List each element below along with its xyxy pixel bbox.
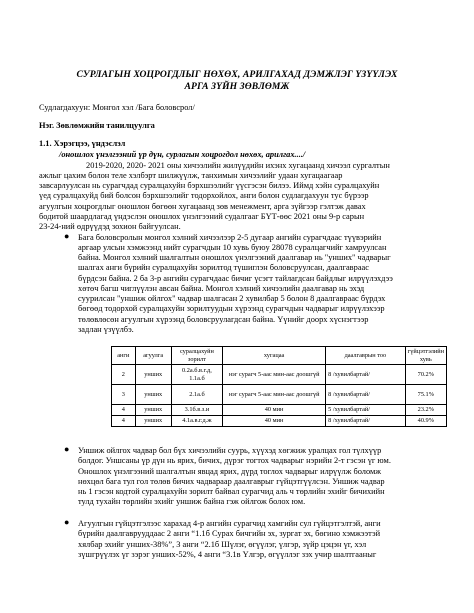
bullet1-line: шалгах анги бүрийн суралцахуйн зорилтод түшиглэн боловсруулсан, даалгавраас [78,263,369,272]
table-cell: унших [135,405,171,416]
document-title-line-1: СУРЛАГЫН ХОЦРОГДЛЫГ НӨХӨХ, АРИЛГАХАД ДЭМЖЛЭГ ҮЗҮҮЛЭХ [76,69,398,80]
bullet3-line: бүрийн даалгаврууддаас 2 анги “1.1б Сурах бичгийн эх, зургат эх, бөгино хэмжээтэй [78,529,381,538]
intro-line: үед суралцахуйд бий болсон бэрхшээлийг тодорхойлох, анги болон судлагдахуун тус бүрээр [39,191,369,200]
table-cell: 3.1б.в.з.и [171,405,222,416]
table-cell: 4 [112,405,136,416]
table-row [112,405,447,416]
section-heading: Нэг. Зөвлөмжийн танилцуулга [39,121,155,130]
table-header-cell: хугацаа [223,347,326,365]
bullet2-line: нь 1 гэсэн кодтой суралцахуйн зорилт байвал сурагчид аль ч төрлийн эхийг бичихийн [78,487,385,496]
table-cell: унших [135,385,171,405]
table-cell: 5 /хувилбартай/ [326,405,405,416]
table-cell: 8 /хувилбартай/ [326,416,405,427]
bullet2-line: Уншиж ойлгох чадвар бол бүх хичээлийн суурь, хүүхэд хөгжиж уралцах гол түлхүүр [78,446,382,455]
table-cell: 4 [112,416,136,427]
bullet1-line: хөтөч багш чиглүүлэн авсан байна. Монгол хэлний хичээлийн даалгавар нь эхэд [78,284,365,293]
table-cell: 40 мин [223,405,326,416]
table-cell: 4.1а.в.г.д.ж [171,416,222,427]
table-header-cell: агуулга [135,347,171,365]
bullet1-line: аргаар улсын хэмжээнд нийт сурагчдын 10 хувь буюу 28078 суралцагчийг хамруулсан [78,243,387,252]
bullet1-line: Бага боловсролын монгол хэлний хичээлээр 2-5 дугаар ангийн сурагчдаас түүвэрийн [78,233,382,242]
results-table [111,346,447,427]
bullet1-line: суурилсан "уншиж ойлгох" чадвар шалгасан 2 хувилбар 5 болон 8 даалгавраас бүрдэх [78,294,386,303]
bullet3-line: хялбар эхийг унших-38%”, 3 анги “2.1б Шүлэг, өгүүлэг, үлгэр, зүйр цэцэн үг, хэл [78,540,367,549]
table-cell: нэг сурагч 5-аас мин-аас доошгүй [223,365,326,385]
table-header-cell: суралцахуйн зорилт [171,347,222,365]
document-title-line-2: АРГА ЗҮЙН ЗӨВЛӨМЖ [184,81,290,92]
intro-line: ажлыг цахим болон теле хэлбэрт шилжүүлж, танхимын хичээлийг удаан хугацаагаар [39,171,343,180]
table-header-cell: даалгаврын тоо [326,347,405,365]
bullet2-line: болдог. Уншсаны үр дүн нь ярих, бичих, дүрэг тогтох чадварыг нэрийн 2-т гэсэн үг юм. [78,456,391,465]
table-cell: 70.2% [405,365,446,385]
table-row [112,385,447,405]
bullet2-line: нөхцөл бага тул гол төлөв бичих чадвараар даалгаврыг гүйцэтгүүлсэн. Уншиж чадвар [78,477,385,486]
intro-line: 23-24-ний өдрүүдэд зохион байгуулсан. [39,222,181,231]
intro-line: бодитой шаардлагад үндэслэн оношлох үнэлгээний судалгааг БҮТ-өөс 2021 оны 9-р сарын [39,212,365,221]
table-row [112,365,447,385]
bullet3-line: зүшгрүүлэх үг зэрэг унших-52%, 4 анги “3.1в Үлгэр, өгүүллэг зэх учир шалтгааныг [78,550,377,559]
table-cell: 75.1% [405,385,446,405]
bullet1-line: бөгөөд тодорхой суралцахуйн зорилтуудын хүрээнд сурагчдын чадварыг илрүүлэхээр [78,304,385,313]
table-cell: унших [135,365,171,385]
intro-line: агуулгын хоцрогдлыг оношлон бөгөөн хугацаанд зөв менежмент, арга зүйгээр гэлтэж давах [39,202,366,211]
table-cell: 8 /хувилбартай/ [326,385,405,405]
table-cell: 0.2а.б.в.г.д, 1.1а.б [171,365,222,385]
bullet3-line: Агуулгын гүйцэтгэлээс харахад 4-р ангийн сурагчид хамгийн сул гүйцэтгэлтэй, анги [78,519,381,528]
bullet2-line: тулд тухайн төрлийн эхийг уншиж байна гэж ойлгож болох юм. [78,497,306,506]
bullet-dot: ● [64,231,70,241]
bullet-dot: ● [64,444,70,454]
intro-line: завсарлуулсан нь сурагчдад суралцахуйн бэрхшээлийг үүсгэсэн билээ. Иймд хэйн суралцахуйн [39,181,380,190]
table-header-cell: гүйцэтгэлийн хувь [405,347,446,365]
table-cell: 40 мин [223,416,326,427]
table-cell: нэг сурагч 5-аас мин-аас доошгүй [223,385,326,405]
subsection-heading: 1.1. Хэрэгцээ, үндэслэл [39,139,126,148]
table-header-row [112,347,447,365]
table-cell: 23.2% [405,405,446,416]
table-header-cell: анги [112,347,136,365]
author-line: Судлагдахуун: Монгол хэл /Бага боловсрол/ [39,103,195,112]
bullet2-line: Оношлох үнэлгээний шалгалтын явцад ярих, дүрд тоглох чадварыг илрүүлж боломж [78,467,382,476]
table-cell: унших [135,416,171,427]
bullet-dot: ● [64,517,70,527]
table-cell: 2 [112,365,136,385]
table-cell: 40.9% [405,416,446,427]
table-row [112,416,447,427]
bullet1-line: задлан үзүүлбэ. [78,325,134,334]
bullet1-line: байна. Монгол хэлний шалгалтын оношлох үнэлгээний даалгавар нь "унших" чадварыг [78,253,391,262]
bullet1-line: бүрдсэн байна. 2 ба 3-р ангийн сурагчдаас бичиг үсэгт тайлагдсан байдлыг илрүүлэхдээ [78,274,393,283]
table-cell: 3 [112,385,136,405]
intro-line: 2019-2020, 2020- 2021 оны хичээлийн жилүүдийн ихэнх хугацаанд хичээл сургалтын [86,161,390,170]
table-cell: 8 /хувилбартай/ [326,365,405,385]
table-cell: 2.1а.б [171,385,222,405]
bullet1-line: төлөвлөсөн агуулгын хүрээнд боловсруулагдсан байна. Үүнийг доорх хүснэгтээр [78,315,369,324]
subsection-subtitle: /оношлох үнэлгээний үр дүн, сурлагын хоцрогдол нөхөх, арилгах..../ [59,150,306,159]
